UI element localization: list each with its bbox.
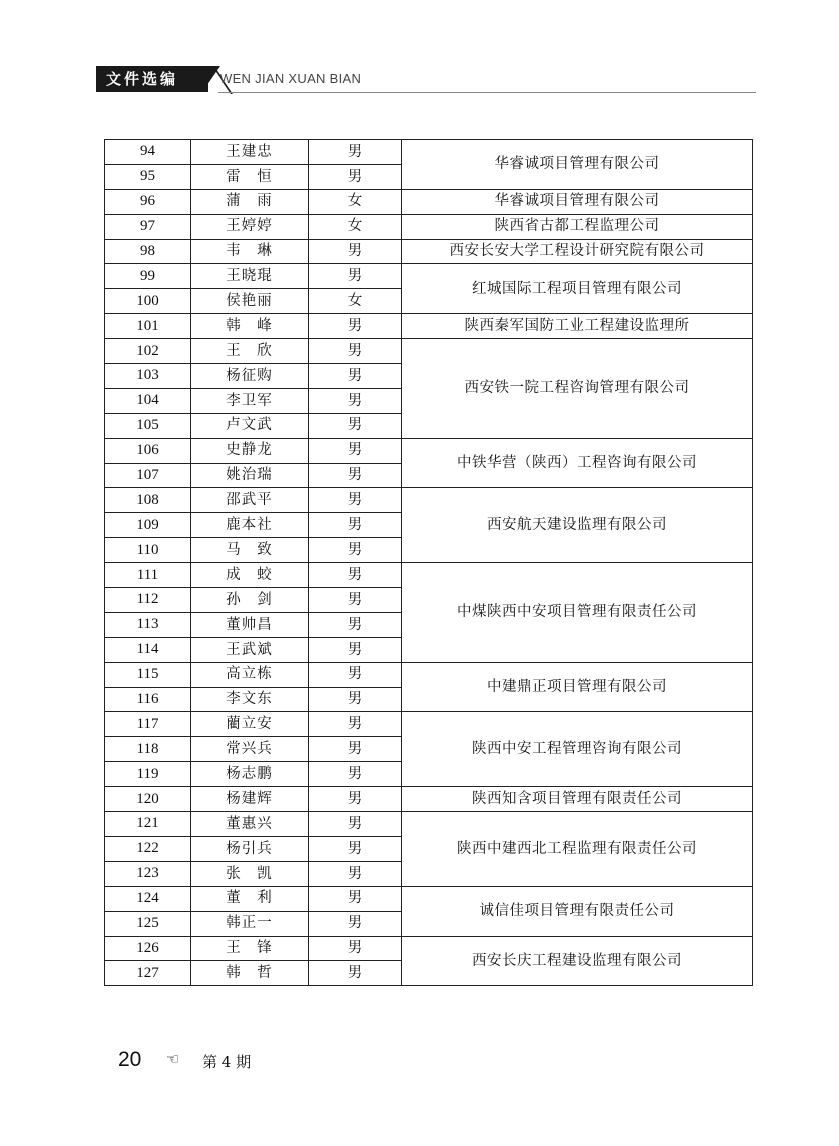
gender: 男 xyxy=(309,588,402,613)
row-number: 117 xyxy=(105,712,191,737)
row-number: 110 xyxy=(105,538,191,563)
company-name: 西安长安大学工程设计研究院有限公司 xyxy=(402,239,753,264)
company-name: 陕西知含项目管理有限责任公司 xyxy=(402,787,753,812)
person-name: 马 致 xyxy=(191,538,309,563)
company-name: 西安航天建设监理有限公司 xyxy=(402,488,753,563)
person-name: 韩 哲 xyxy=(191,961,309,986)
person-name: 李文东 xyxy=(191,687,309,712)
company-name: 诚信佳项目管理有限责任公司 xyxy=(402,886,753,936)
person-name: 韩 峰 xyxy=(191,314,309,339)
person-name: 杨建辉 xyxy=(191,787,309,812)
row-number: 103 xyxy=(105,364,191,389)
gender: 男 xyxy=(309,413,402,438)
person-name: 卢文武 xyxy=(191,413,309,438)
gender: 男 xyxy=(309,339,402,364)
person-name: 韩正一 xyxy=(191,911,309,936)
table-row xyxy=(105,662,753,687)
company-name: 陕西中建西北工程监理有限责任公司 xyxy=(402,812,753,887)
person-name: 韦 琳 xyxy=(191,239,309,264)
gender: 男 xyxy=(309,861,402,886)
table-row xyxy=(105,214,753,239)
person-name: 孙 剑 xyxy=(191,588,309,613)
row-number: 109 xyxy=(105,513,191,538)
row-number: 106 xyxy=(105,438,191,463)
gender: 男 xyxy=(309,612,402,637)
row-number: 95 xyxy=(105,164,191,189)
table-row xyxy=(105,314,753,339)
row-number: 124 xyxy=(105,886,191,911)
gender: 男 xyxy=(309,637,402,662)
roster-table xyxy=(104,139,753,986)
gender: 男 xyxy=(309,463,402,488)
row-number: 94 xyxy=(105,140,191,165)
gender: 男 xyxy=(309,538,402,563)
gender: 男 xyxy=(309,737,402,762)
company-name: 中建鼎正项目管理有限公司 xyxy=(402,662,753,712)
gender: 男 xyxy=(309,388,402,413)
company-name: 中铁华营（陕西）工程咨询有限公司 xyxy=(402,438,753,488)
person-name: 张 凯 xyxy=(191,861,309,886)
row-number: 116 xyxy=(105,687,191,712)
roster-table-body xyxy=(105,140,753,986)
row-number: 114 xyxy=(105,637,191,662)
person-name: 雷 恒 xyxy=(191,164,309,189)
person-name: 王 锋 xyxy=(191,936,309,961)
row-number: 126 xyxy=(105,936,191,961)
table-row xyxy=(105,488,753,513)
gender: 男 xyxy=(309,513,402,538)
gender: 男 xyxy=(309,563,402,588)
gender: 男 xyxy=(309,712,402,737)
gender: 女 xyxy=(309,214,402,239)
company-name: 西安长庆工程建设监理有限公司 xyxy=(402,936,753,986)
row-number: 108 xyxy=(105,488,191,513)
gender: 男 xyxy=(309,239,402,264)
section-title-en: WEN JIAN XUAN BIAN xyxy=(220,71,362,86)
row-number: 115 xyxy=(105,662,191,687)
person-name: 藺立安 xyxy=(191,712,309,737)
row-number: 111 xyxy=(105,563,191,588)
company-name: 陕西省古都工程监理公司 xyxy=(402,214,753,239)
person-name: 侯艳丽 xyxy=(191,289,309,314)
gender: 男 xyxy=(309,662,402,687)
row-number: 97 xyxy=(105,214,191,239)
person-name: 鹿本社 xyxy=(191,513,309,538)
page-number: 20 xyxy=(118,1048,142,1071)
gender: 男 xyxy=(309,488,402,513)
row-number: 102 xyxy=(105,339,191,364)
row-number: 113 xyxy=(105,612,191,637)
person-name: 董 利 xyxy=(191,886,309,911)
table-row xyxy=(105,264,753,289)
table-row xyxy=(105,812,753,837)
person-name: 蒲 雨 xyxy=(191,189,309,214)
gender: 男 xyxy=(309,687,402,712)
gender: 男 xyxy=(309,140,402,165)
gender: 男 xyxy=(309,812,402,837)
row-number: 104 xyxy=(105,388,191,413)
gender: 女 xyxy=(309,289,402,314)
person-name: 董惠兴 xyxy=(191,812,309,837)
row-number: 112 xyxy=(105,588,191,613)
gender: 男 xyxy=(309,364,402,389)
gender: 男 xyxy=(309,787,402,812)
gender: 女 xyxy=(309,189,402,214)
row-number: 120 xyxy=(105,787,191,812)
row-number: 98 xyxy=(105,239,191,264)
gender: 男 xyxy=(309,936,402,961)
row-number: 101 xyxy=(105,314,191,339)
row-number: 105 xyxy=(105,413,191,438)
person-name: 成 蛟 xyxy=(191,563,309,588)
row-number: 96 xyxy=(105,189,191,214)
gender: 男 xyxy=(309,836,402,861)
row-number: 118 xyxy=(105,737,191,762)
table-row xyxy=(105,886,753,911)
person-name: 高立栋 xyxy=(191,662,309,687)
table-row xyxy=(105,339,753,364)
person-name: 史静龙 xyxy=(191,438,309,463)
person-name: 董帅昌 xyxy=(191,612,309,637)
table-row xyxy=(105,140,753,165)
company-name: 红城国际工程项目管理有限公司 xyxy=(402,264,753,314)
person-name: 邵武平 xyxy=(191,488,309,513)
gender: 男 xyxy=(309,264,402,289)
row-number: 123 xyxy=(105,861,191,886)
company-name: 华睿诚项目管理有限公司 xyxy=(402,189,753,214)
table-row xyxy=(105,239,753,264)
section-header xyxy=(96,66,756,94)
gender: 男 xyxy=(309,911,402,936)
gender: 男 xyxy=(309,438,402,463)
person-name: 王建忠 xyxy=(191,140,309,165)
gender: 男 xyxy=(309,164,402,189)
row-number: 125 xyxy=(105,911,191,936)
person-name: 王 欣 xyxy=(191,339,309,364)
person-name: 王婷婷 xyxy=(191,214,309,239)
company-name: 西安铁一院工程咨询管理有限公司 xyxy=(402,339,753,439)
company-name: 陕西秦军国防工业工程建设监理所 xyxy=(402,314,753,339)
table-row xyxy=(105,712,753,737)
row-number: 100 xyxy=(105,289,191,314)
company-name: 华睿诚项目管理有限公司 xyxy=(402,140,753,190)
row-number: 107 xyxy=(105,463,191,488)
person-name: 常兴兵 xyxy=(191,737,309,762)
person-name: 王晓琨 xyxy=(191,264,309,289)
gender: 男 xyxy=(309,886,402,911)
issue-label: 第 4 期 xyxy=(202,1053,252,1071)
row-number: 99 xyxy=(105,264,191,289)
table-row xyxy=(105,438,753,463)
gender: 男 xyxy=(309,961,402,986)
person-name: 王武斌 xyxy=(191,637,309,662)
person-name: 杨引兵 xyxy=(191,836,309,861)
row-number: 127 xyxy=(105,961,191,986)
row-number: 122 xyxy=(105,836,191,861)
person-name: 杨志鹏 xyxy=(191,762,309,787)
table-row xyxy=(105,189,753,214)
person-name: 姚治瑞 xyxy=(191,463,309,488)
table-row xyxy=(105,563,753,588)
gender: 男 xyxy=(309,314,402,339)
table-row xyxy=(105,936,753,961)
company-name: 中煤陕西中安项目管理有限责任公司 xyxy=(402,563,753,663)
person-name: 杨征购 xyxy=(191,364,309,389)
table-row xyxy=(105,787,753,812)
pointing-hand-icon: ☜ xyxy=(166,1050,180,1068)
header-rule xyxy=(218,92,756,93)
company-name: 陕西中安工程管理咨询有限公司 xyxy=(402,712,753,787)
person-name: 李卫军 xyxy=(191,388,309,413)
gender: 男 xyxy=(309,762,402,787)
row-number: 119 xyxy=(105,762,191,787)
section-tab: 文件选编 xyxy=(96,66,208,92)
row-number: 121 xyxy=(105,812,191,837)
